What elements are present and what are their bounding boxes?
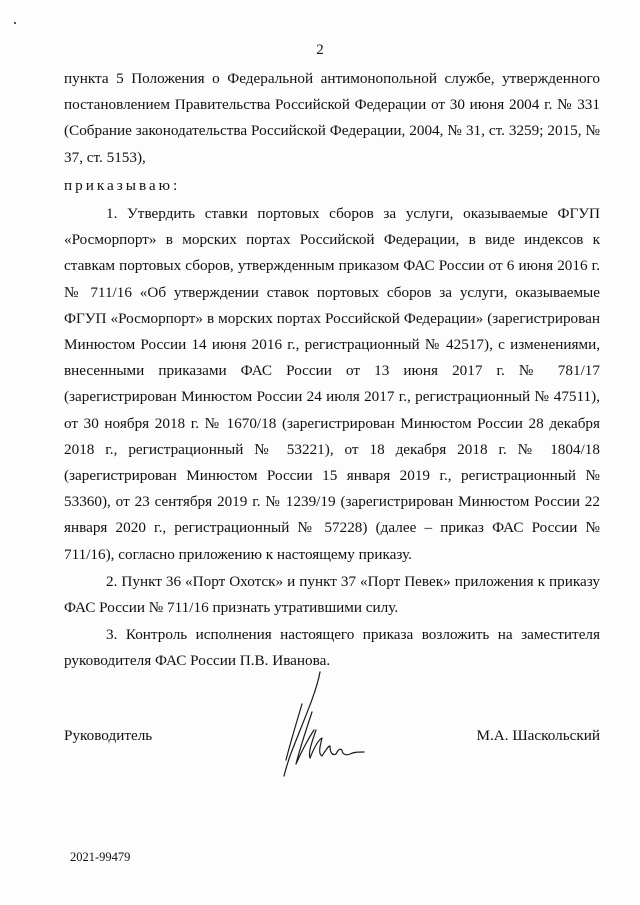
item-1-paragraph: 1. Утвердить ставки портовых сборов за услуги, оказываемые ФГУП «Росморпорт» в морских портах Российской Федерации, в виде индексов к ставкам портовых сборов, утвержденным приказом ФАС России от 6 июня 2016 г. № 711/16 «Об утверждении ставок портовых сборов за услуги, оказываемые ФГУП «Росморпорт» в морских портах Российской Федерации» (зарегистрирован Минюстом России 14 июня 2016 г., регистрационный № 42517), с изменениями, внесенными приказами ФАС России от 13 июня 2017 г. № 781/17 (зарегистрирован Минюстом России 24 июля 2017 г., регистрационный № 47511), от 30 ноября 2018 г. № 1670/18 (зарегистрирован Минюстом России 28 декабря 2018 г., регистрационный № 53221), от 18 декабря 2018 г. № 1804/18 (зарегистрирован Минюстом России 15 января 2019 г., регистрационный № 53360), от 23 сентября 2019 г. № 1239/19 (зарегистрирован Минюстом России 22 января 2020 г., регистрационный № 57228) (далее – приказ ФАС России № 711/16), согласно приложению к настоящему приказу.	[64, 205, 600, 563]
order-word: приказываю:	[64, 176, 181, 194]
item-2-paragraph: 2. Пункт 36 «Порт Охотск» и пункт 37 «Порт Певек» приложения к приказу ФАС России № 711/16 признать утратившими силу.	[64, 572, 600, 617]
intro-paragraph: пункта 5 Положения о Федеральной антимонопольной службе, утвержденного постановлением Правительства Российской Федерации от 30 июня 2004 г. № 331 (Собрание законодательства Российской Федерации, 2004, № 31, ст. 3259; 2015, № 37, ст. 5153),	[64, 70, 600, 166]
signer-name: М.А. Шаскольский	[476, 727, 600, 744]
signer-title: Руководитель	[64, 727, 153, 744]
page-number: 2	[316, 42, 324, 58]
document-body	[64, 66, 600, 675]
handwritten-signature	[272, 664, 382, 784]
document-number: 2021-99479	[70, 850, 131, 864]
item-3-paragraph: 3. Контроль исполнения настоящего приказа возложить на заместителя руководителя ФАС России П.В. Иванова.	[64, 626, 600, 670]
scan-speck	[14, 22, 16, 24]
